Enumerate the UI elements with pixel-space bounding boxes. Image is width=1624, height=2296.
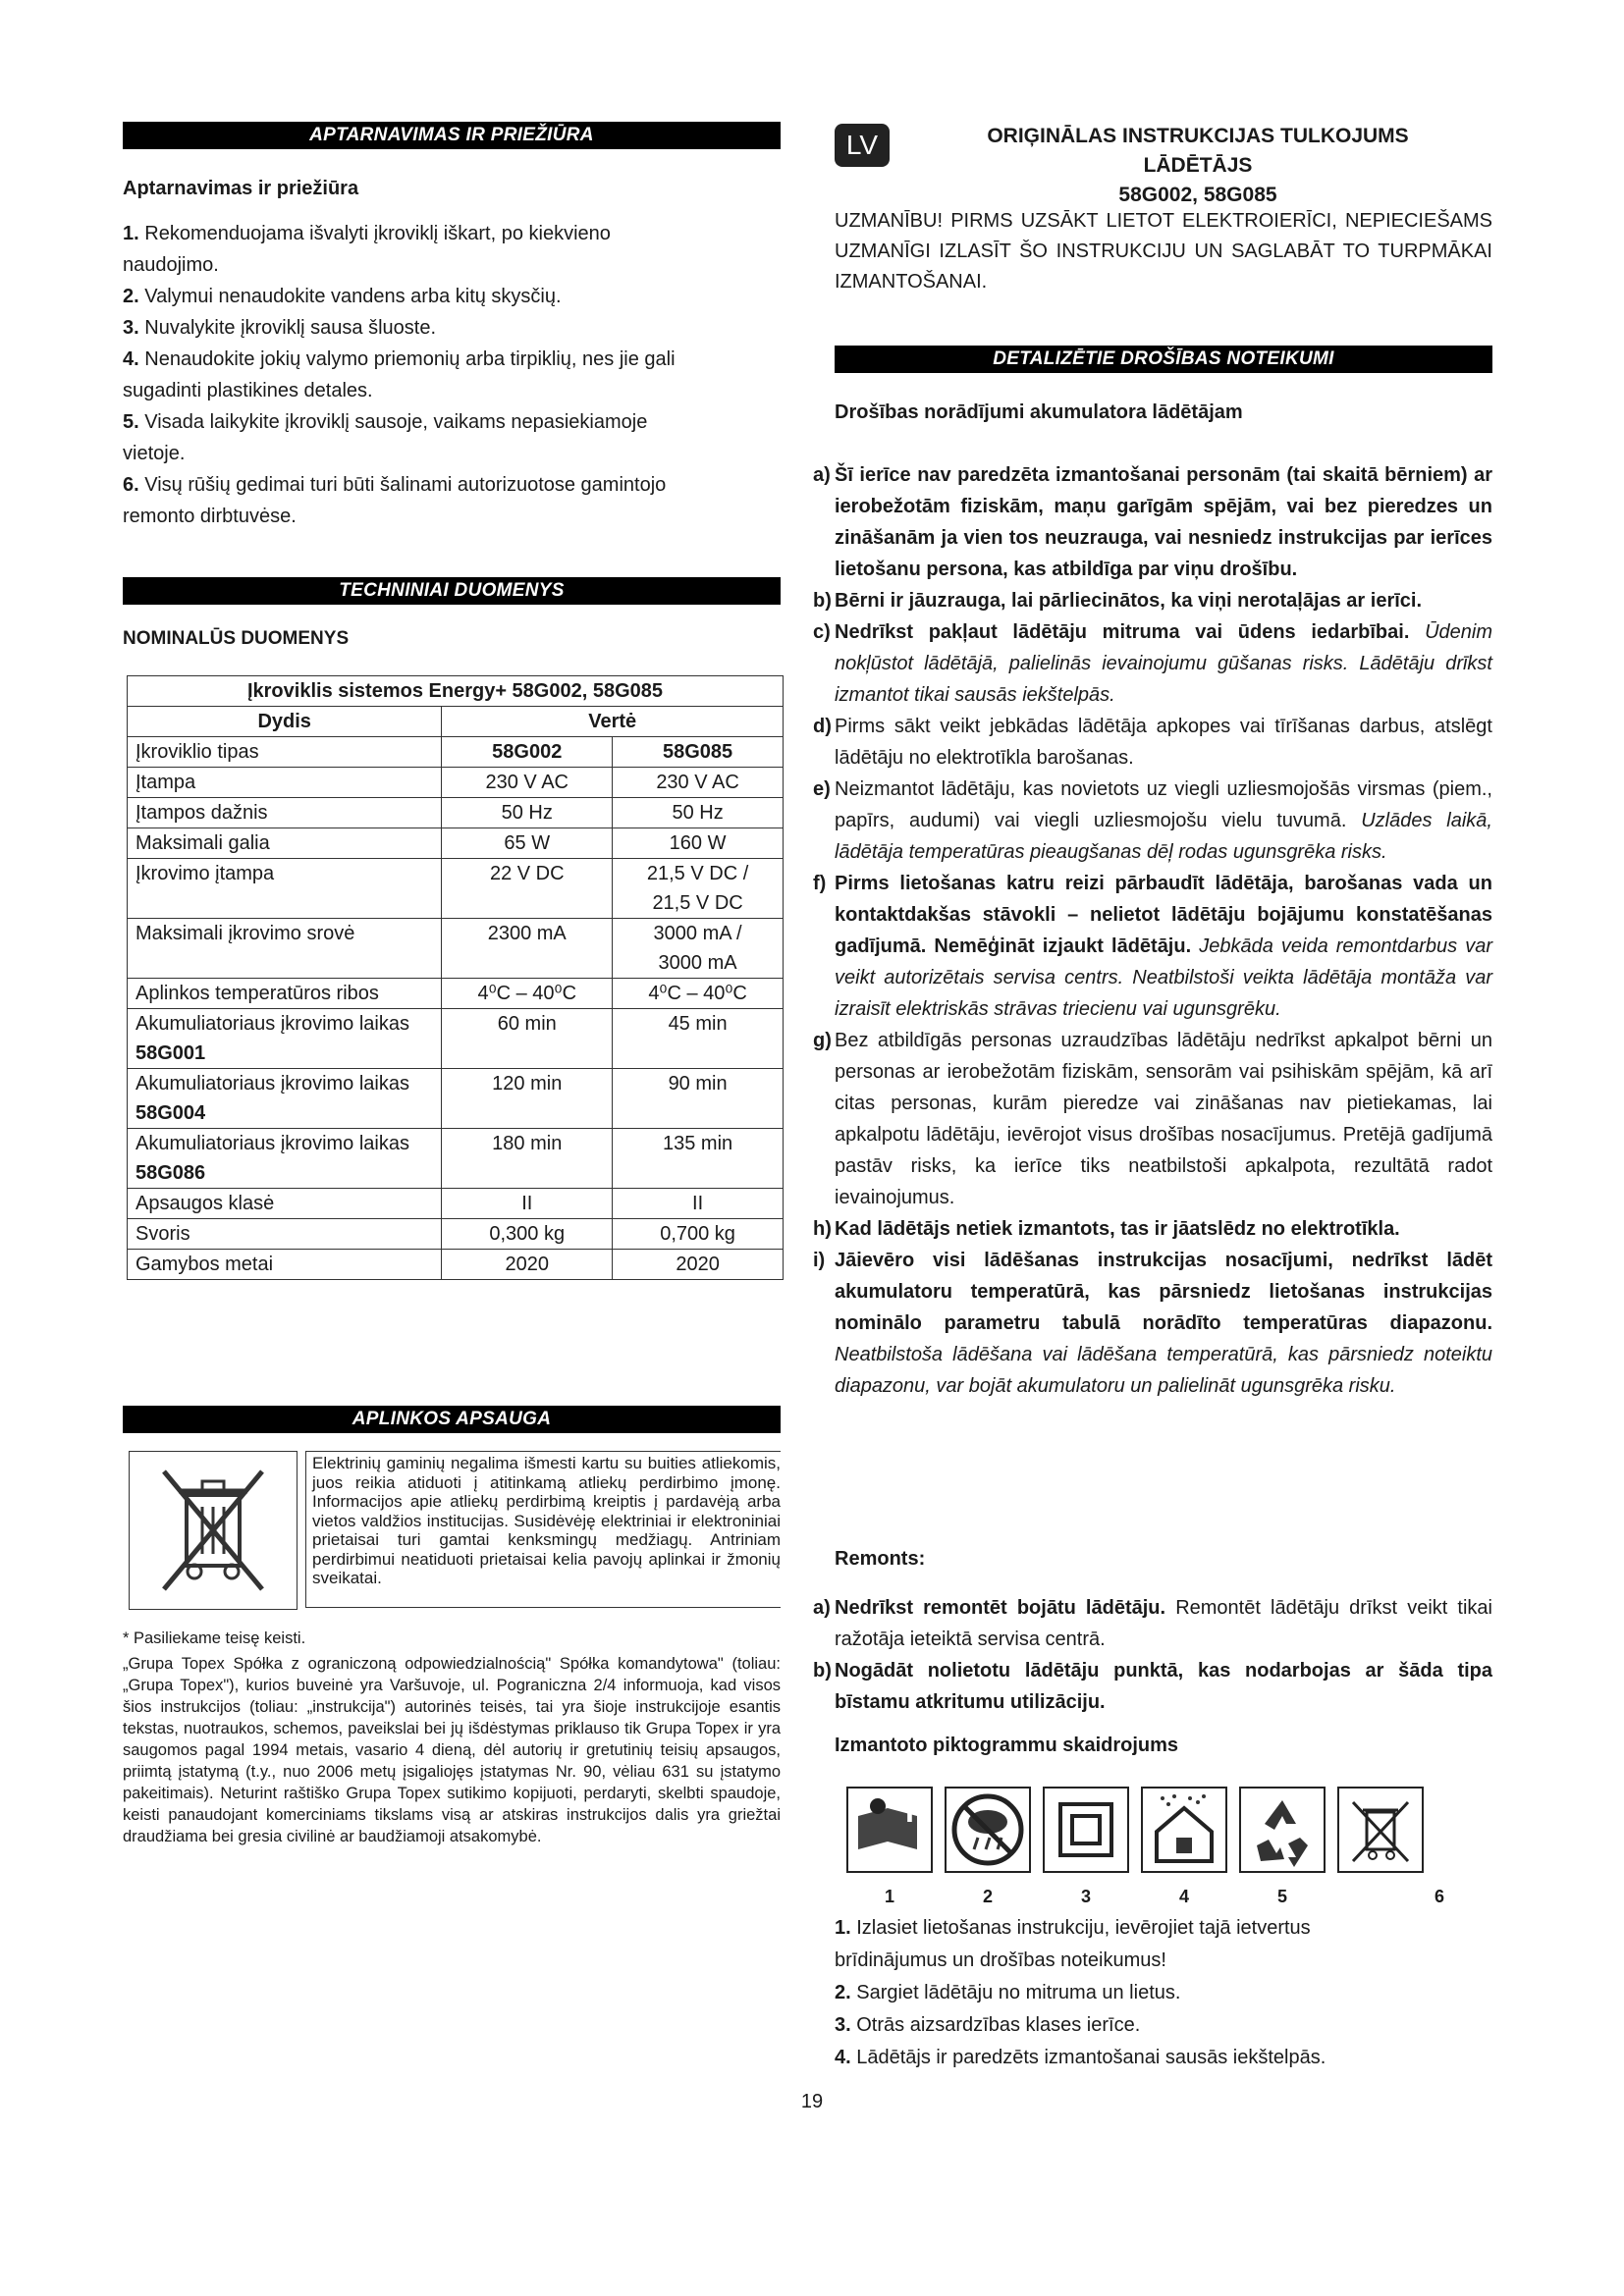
list-item: 3. Otrās aizsardzības klases ierīce. (835, 2014, 1141, 2036)
list-item: b) Nogādāt nolietotu lādētāju punktā, kas nodarbojas ar šāda tipa bīstamu atkritumu utilizāciju. (813, 1660, 1492, 1713)
maintenance-subtitle: Aptarnavimas ir priežiūra (123, 178, 359, 199)
table-row: Įtampos dažnis 50 Hz 50 Hz (128, 798, 784, 828)
tech-header: TECHNINIAI DUOMENYS (123, 577, 781, 605)
table-row: Įtampa 230 V AC 230 V AC (128, 768, 784, 798)
safety-subtitle: Drošības norādījumi akumulatora lādētājam (835, 401, 1243, 423)
list-item: h) Kad lādētājs netiek izmantots, tas ir jāatslēdz no elektrotīkla. (813, 1218, 1400, 1240)
read-manual-icon (846, 1787, 933, 1873)
list-item: 4. Lādētājs ir paredzēts izmantošanai sausās iekštelpās. (835, 2047, 1326, 2068)
list-item: e) Neizmantot lādētāju, kas novietots uz viegli uzliesmojošās virsmas (piem., papīrs, audumi) vai viegli uzliesmojošu vielu tuvumā. Uzlādes laikā, lādētāja temperatūras pieaugšanas dēļ rodas ugunsgrēka risks. (813, 778, 1492, 863)
table-row: Įkroviklio tipas 58G002 58G085 (128, 737, 784, 768)
language-badge: LV (835, 124, 890, 167)
table-title: Įkroviklis sistemos Energy+ 58G002, 58G085 (128, 676, 784, 707)
page-number: 19 (800, 2091, 824, 2112)
maintenance-header: APTARNAVIMAS IR PRIEŽIŪRA (123, 122, 781, 149)
table-row: Apsaugos klasė II II (128, 1189, 784, 1219)
table-row: Akumuliatoriaus įkrovimo laikas 58G086 180 min 135 min (128, 1129, 784, 1189)
list-item: g) Bez atbildīgās personas uzraudzības lādētāju nedrīkst apkalpot bērni un personas ar ierobežotām fiziskām, sensorām vai psihiskām spējām, kā arī citas personas, kurām pieredze vai zināšanas nav pietiekamas, lai apkalpotu lādētāju, ievērojot visus drošības nosacījumus. Pretējā gadījumā pastāv risks, ka ierīce tiks neatbilstoši apkalpota, rezultātā radot ievainojumus. (813, 1030, 1492, 1208)
svg-text:i: i (905, 1799, 914, 1829)
env-text: Elektrinių gaminių negalima išmesti kartu su buities atliekomis, juos reikia atiduoti į atitinkamą atliekų perdirbimo įmonę. Informacijos apie atliekų perdirbimą kreiptis į pardavėją arba vietos valdžios institucijas. Susidėvėję elektriniai ir elektroniniai prietaisai turi gamtai kenksmingų medžiagų. Antriniam perdirbimui neatiduoti prietaisai kelia pavojų aplinkai ir žmonių sveikatai. (305, 1451, 781, 1608)
list-item: 1. Izlasiet lietošanas instrukciju, ievērojiet tajā ietvertus brīdinājumus un drošības noteikumus! (835, 1917, 1311, 1971)
picto-number: 1 (884, 1887, 894, 1906)
table-row: Maksimali įkrovimo srovė 2300 mA 3000 mA / 3000 mA (128, 919, 784, 979)
list-item: 2. Sargiet lādētāju no mitruma un lietus. (835, 1982, 1181, 2003)
env-header: APLINKOS APSAUGA (123, 1406, 781, 1433)
list-item: d) Pirms sākt veikt jebkādas lādētāja apkopes vai tīrīšanas darbus, atslēgt lādētāju no elektrotīkla barošanas. (813, 716, 1492, 769)
table-row: Akumuliatoriaus įkrovimo laikas 58G001 60 min 45 min (128, 1009, 784, 1069)
picto-legend (835, 1912, 1384, 2074)
list-item: a) Nedrīkst remontēt bojātu lādētāju. Remontēt lādētāju drīkst veikt tikai ražotāja ieteiktā servisa centrā. (813, 1597, 1492, 1650)
col-header-value: Vertė (442, 707, 784, 737)
picto-title: Izmantoto piktogrammu skaidrojums (835, 1735, 1179, 1756)
list-item: c) Nedrīkst pakļaut lādētāju mitruma vai ūdens iedarbībai. Ūdenim nokļūstot lādētājā, palielinās ievainojumu gūšanas risks. Lādētāju drīkst izmantot tikai sausās iekštelpās. (813, 621, 1492, 706)
col-header-param: Dydis (128, 707, 442, 737)
list-item: a) Šī ierīce nav paredzēta izmantošanai personām (tai skaitā bērniem) ar ierobežotām fiziskām, maņu garīgām spējām, vai bez pieredzes un zināšanām ja vien tos neuzrauga, vai nesniedz instrukcijas par ierīces lietošanu persona, kas atbildīga par viņu drošību. (813, 464, 1492, 580)
maintenance-list (123, 218, 712, 532)
class-ii-icon (1043, 1787, 1129, 1873)
table-row: Gamybos metai 2020 2020 (128, 1250, 784, 1280)
table-row: Svoris 0,300 kg 0,700 kg (128, 1219, 784, 1250)
spec-table (127, 675, 784, 1280)
reserve-note: * Pasiliekame teisę keisti. (123, 1629, 306, 1647)
picto-number: 5 (1276, 1887, 1287, 1906)
warning-text: UZMANĪBU! PIRMS UZSĀKT LIETOT ELEKTROIERĪCI, NEPIECIEŠAMS UZMANĪGI IZLASĪT ŠO INSTRUKCIJU UN SAGLABĀT TO TURPMĀKAI IZMANTOŠANAI. (835, 210, 1492, 293)
list-item: 3. Nuvalykite įkroviklį sausa šluoste. (123, 317, 437, 339)
tech-subtitle: NOMINALŪS DUOMENYS (123, 628, 350, 649)
doc-title: ORIĢINĀLAS INSTRUKCIJAS TULKOJUMS LĀDĒTĀJS 58G002, 58G085 (987, 125, 1409, 206)
indoor-use-icon (1141, 1787, 1227, 1873)
weee-box (129, 1451, 298, 1610)
table-row: Maksimali galia 65 W 160 W (128, 828, 784, 859)
table-row: Aplinkos temperatūros ribos 4⁰C – 40⁰C 4⁰C – 40⁰C (128, 979, 784, 1009)
crossed-bin-icon (130, 1452, 297, 1609)
no-rain-icon (945, 1787, 1031, 1873)
list-item: i) Jāievēro visi lādēšanas instrukcijas nosacījumi, nedrīkst lādēt akumulatoru temperatūrā, kas pārsniedz lietošanas instrukcijas nominālo parametru tabulā norādīto temperatūras diapazonu. Neatbilstoša lādēšana vai lādēšana temperatūrā, kas pārsniedz noteiktu diapazonu, var bojāt akumulatoru un palielināt ugunsgrēka risku. (813, 1250, 1492, 1397)
list-item: 1. Rekomenduojama išvalyti įkroviklį iškart, po kiekvieno naudojimo. (123, 223, 611, 276)
repair-list (813, 1592, 1492, 1718)
repair-title: Remonts: (835, 1548, 926, 1570)
copyright-text: „Grupa Topex Spółka z ograniczoną odpowiedzialnością" Spółka komandytowa" (toliau: „Grupa Topex"), kurios buveinė yra Varšuvoje, ul. Pograniczna 2/4 informuoja, kad visos šios instrukcijos (toliau: „instrukcija") autorinės teisės, tai yra šioje instrukcijoje esantis tekstas, nuotraukos, schemos, paveikslai bei jų išdėstymas priklauso tik Grupa Topex ir yra saugomos pagal 1994 metais, vasario 4 dieną, dėl autorių ir gretutinių teisių apsaugos, priimtą įstatymą (t.y., nuo 2006 metų įsigaliojęs įstatymas Nr. 90, vėliau 631 su įstatymo pakeitimais). Neturint raštiško Grupa Topex sutikimo kopijuoti, perdaryti, skelbti spaudoje, keisti panaudojant komerciniams tikslams visą ar atskiras instrukcijos dalis yra griežtai draudžiama bei gresia civilinė ar baudžiamoji atsakomybė. (123, 1655, 781, 1845)
safety-list (813, 459, 1492, 1402)
picto-number: 4 (1178, 1887, 1189, 1906)
safety-header: DETALIZĒTIE DROŠĪBAS NOTEIKUMI (835, 346, 1492, 373)
list-item: 5. Visada laikykite įkroviklį sausoje, vaikams nepasiekiamoje vietoje. (123, 411, 648, 464)
list-item: 4. Nenaudokite jokių valymo priemonių arba tirpiklių, nes jie gali sugadinti plastikines detales. (123, 348, 676, 401)
table-row: Įkrovimo įtampa 22 V DC 21,5 V DC / 21,5 V DC (128, 859, 784, 919)
list-item: 2. Valymui nenaudokite vandens arba kitų skysčių. (123, 286, 562, 307)
list-item: f) Pirms lietošanas katru reizi pārbaudīt lādētāja, barošanas vada un kontaktdakšas stāvokli – nelietot lādētāju bojājumu konstatēšanas gadījumā. Nemēģināt izjaukt lādētāju. Jebkāda veida remontdarbus var veikt autorizētais servisa centrs. Neatbilstoši veikta lādētāja montāža var izraisīt elektriskās strāvas triecienu vai ugunsgrēku. (813, 873, 1493, 1020)
weee-bin-icon (1337, 1787, 1424, 1873)
picto-number: 6 (1434, 1887, 1444, 1906)
table-row: Akumuliatoriaus įkrovimo laikas 58G004 120 min 90 min (128, 1069, 784, 1129)
picto-number: 2 (982, 1887, 993, 1906)
recycling-icon (1239, 1787, 1326, 1873)
picto-number: 3 (1080, 1887, 1091, 1906)
list-item: 6. Visų rūšių gedimai turi būti šalinami autorizuotose gamintojo remonto dirbtuvėse. (123, 474, 667, 527)
list-item: b) Bērni ir jāuzrauga, lai pārliecinātos, ka viņi nerotaļājas ar ierīci. (813, 590, 1423, 612)
